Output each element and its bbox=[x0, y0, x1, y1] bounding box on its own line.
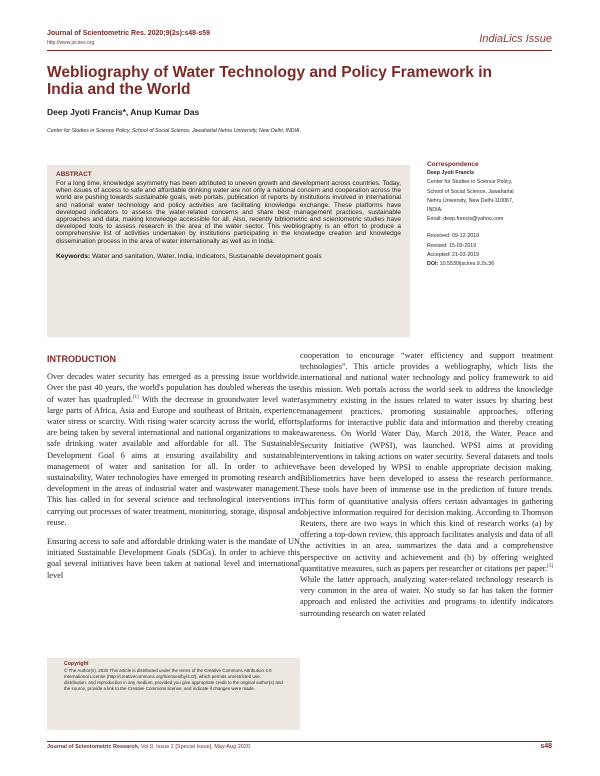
page-number: s48 bbox=[540, 743, 552, 750]
introduction-heading: INTRODUCTION bbox=[47, 354, 116, 364]
paragraph-text: cooperation to encourage “water efficiency and support treatment technologies”. This article provides a webliography, which lists the international and national water technology and policy framework to aid this mission. Web portals across the world seek to address the knowledge asymmetry existing in the issues related to water issues by sharing best management practices, promoting sustainable approaches, offering platforms for interactive public data and information and thereby creating awareness. On World Water Day, March 2018, the Water, Peace and Security Initiative (WPSI), was launched. WPSI aims at providing interventions in taking actions on water security. Several datasets and tools have been developed by WPSI to enable appropriate decision making. Bibliometrics have been developed to assess the research performance. These tools have been of immense use in the prediction of future trends. This form of quantitative analysis offers certain advantages in gathering objective information required for decision making. According to Thomson Reuters, there are two ways in which this kind of research works (a) by offering a top-down review, this approach facilitates analysis and data of all the activities in an area, summarizes the data and a comprehensive perspective on activity and achievement and (b) by offering weighted quantitative measures, such as papers per researcher or citations per paper. bbox=[300, 351, 553, 573]
address-line: INDIA. bbox=[427, 207, 443, 214]
abstract-heading: ABSTRACT bbox=[56, 171, 92, 178]
author-affiliation: Center for Studies in Science Policy, School of Social Science, Jawaharlal Nehru University, New Delhi, INDIA. bbox=[47, 128, 301, 134]
journal-reference: Journal of Scientometric Res. 2020;9(2s):s48-s59 bbox=[47, 30, 211, 37]
abstract-box bbox=[47, 165, 410, 337]
accepted-date: Accepted: 21-03-2019 bbox=[427, 251, 480, 258]
correspondence-heading: Correspondence bbox=[427, 161, 479, 168]
address-line: Center for Studies in Science Policy, bbox=[427, 179, 513, 186]
body-column-right bbox=[300, 350, 553, 627]
address-line: School of Social Science, Jawaharlal bbox=[427, 188, 514, 195]
footer-rule bbox=[47, 741, 552, 742]
footer-citation bbox=[47, 744, 250, 750]
copyright-text: © The Author(s). 2020 This article is distributed under the terms of the Creative Commons Attribution 4.0 International License (http://creativecommons.org/licenses/by/4.0/), which permits unrestricted use, distribution, and reproduction in any medium, provided you give appropriate credit to the original author(s) and the source, provide a link to the Creative Commons license, and indicate if changes were made. bbox=[64, 668, 283, 691]
received-date: Received: 09-12-2018 bbox=[427, 233, 480, 240]
correspondence-name: Deep Jyoti Francis bbox=[427, 170, 475, 177]
address-line: Nehru University, New Delhi-110067, bbox=[427, 197, 514, 204]
issue-tag: IndiaLics Issue bbox=[479, 33, 552, 45]
doi-label: DOI: bbox=[427, 261, 439, 268]
citation-ref[interactable]: [1] bbox=[132, 394, 139, 400]
footer-details: Vol 9, Issue 2 [Special Issue], May-Aug 2020 bbox=[139, 744, 250, 750]
keywords-list: Water and sanitation, Water, India, Indicators, Sustainable development goals bbox=[92, 252, 322, 260]
revised-date: Revised: 15-03-2019 bbox=[427, 242, 477, 249]
paragraph: Ensuring access to safe and affordable drinking water is the mandate of UN initiated Sustainable Development Goals (SDGs). In order to achieve this goal several initiatives have been taken at national level and international level bbox=[47, 537, 300, 580]
abstract-text: For a long time, knowledge asymmetry has been attributed to uneven growth and development across countries. Today, when issues of access to safe and affordable drinking water are not only a national concern and cooperation across the world are pushing towards sustainable goals, web portals, publication of reports by institutions involved in international and national water technology and policy activities are facilitating knowledge exchange. These platforms have developed indicators to assess the water-related concerns and share best management practices, sustainable approaches and data, making knowledge accessible for all. Also, recently bibliometric and scientometric studies have developed tools to assess research in the area of the water sector. This webliography is an effort to produce a comprehensive list of activities undertaken by institutions participating in the knowledge creation and knowledge dissemination process in the area of water internationally as well as in India. bbox=[56, 180, 401, 245]
article-title: Webliography of Water Technology and Policy Framework in India and the World bbox=[47, 64, 492, 98]
footer-journal-name: Journal of Scientometric Research, bbox=[47, 744, 140, 750]
copyright-box bbox=[47, 658, 300, 730]
body-column-left bbox=[47, 354, 300, 589]
paragraph-text: While the latter approach, analyzing water-related technology research is very common in the area of water. No study so far has taken the former approach and enlisted the activities and programs to identify indicators surrounding research on water related bbox=[300, 575, 553, 618]
article-authors: Deep Jyoti Francis*, Anup Kumar Das bbox=[47, 107, 200, 117]
header-rule bbox=[47, 50, 552, 51]
paragraph-text: Over decades water security has emerged as a pressing issue worldwide. Over the past 40 years, the world's population has doubled whereas the use of water has quadrupled. bbox=[47, 372, 300, 404]
copyright-heading: Copyright bbox=[64, 661, 89, 667]
keywords-label: Keywords: bbox=[56, 252, 91, 260]
article-dates bbox=[427, 232, 552, 269]
doi[interactable] bbox=[427, 260, 552, 269]
citation-ref[interactable]: [2] bbox=[547, 564, 553, 570]
journal-url[interactable]: http://www.jscires.org bbox=[47, 40, 95, 46]
correspondence-email[interactable]: Email: deep.francis@yahoo.com bbox=[427, 216, 504, 223]
paragraph bbox=[47, 371, 300, 528]
paragraph bbox=[300, 350, 553, 619]
keywords bbox=[56, 253, 401, 261]
paragraph-text: With the decrease in groundwater level water large parts of Africa, Asia and Europe and southeast of Britain, experience water stress or scarcity. With rising water scarcity across the world, efforts are being taken by several international and national organizations to make safe drinking water available and affordable for all. The Sustainable Development Goal 6 aims at ensuring availability and sustainable management of water and sanitation for all. In order to achieve sustainability, Water technologies have emerged in promoting research and development in the areas of industrial water and wastewater management. This has called in for several science and technological interventions in carrying out processes of water treatment, monitoring, storage, disposal and reuse. bbox=[47, 394, 300, 527]
doi-value: 10.5530/jscires.9.2s.36 bbox=[439, 261, 495, 268]
correspondence-panel bbox=[427, 160, 552, 269]
